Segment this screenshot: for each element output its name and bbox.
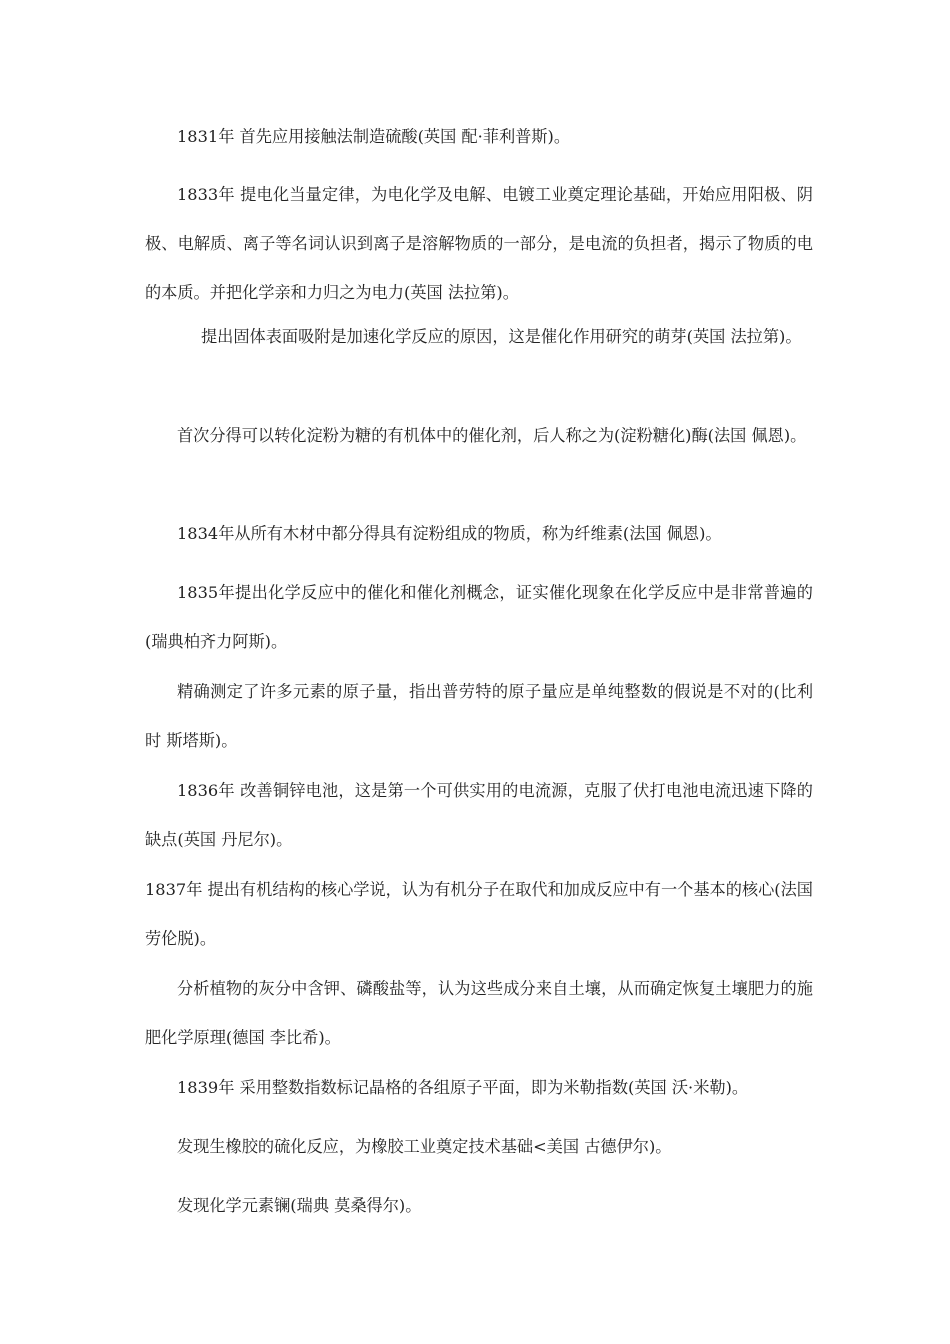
paragraph-1837: 1837年 提出有机结构的核心学说，认为有机分子在取代和加成反应中有一个基本的核心(法国劳伦脱)。 [145, 880, 813, 948]
paragraph-fertilizer: 分析植物的灰分中含钾、磷酸盐等，认为这些成分来自土壤，从而确定恢复土壤肥力的施肥化学原理(德国 李比希)。 [145, 979, 813, 1047]
paragraph-amylase: 首次分得可以转化淀粉为糖的有机体中的催化剂，后人称之为(淀粉糖化)酶(法国 佩恩)。 [177, 426, 807, 445]
paragraph-vulcanization: 发现生橡胶的硫化反应，为橡胶工业奠定技术基础<美国 古德伊尔)。 [177, 1137, 672, 1156]
paragraph-adsorption: 提出固体表面吸附是加速化学反应的原因，这是催化作用研究的萌芽(英国 法拉第)。 [201, 327, 802, 346]
paragraph-1836: 1836年 改善铜锌电池，这是第一个可供实用的电流源，克服了伏打电池电流迅速下降的缺点(英国 丹尼尔)。 [145, 781, 813, 849]
paragraph-1831: 1831年 首先应用接触法制造硫酸(英国 配·菲利普斯)。 [177, 127, 571, 146]
paragraph-1835: 1835年提出化学反应中的催化和催化剂概念，证实催化现象在化学反应中是非常普遍的(瑞典柏齐力阿斯)。 [145, 583, 813, 651]
paragraph-1839: 1839年 采用整数指数标记晶格的各组原子平面，即为米勒指数(英国 沃·米勒)。 [177, 1078, 749, 1097]
paragraph-1833: 1833年 提电化当量定律，为电化学及电解、电镀工业奠定理论基础，开始应用阳极、阴极、电解质、离子等名词认识到离子是溶解物质的一部分，是电流的负担者，揭示了物质的电的本质。并把化学亲和力归之为电力(英国 法拉第)。 [145, 185, 813, 302]
paragraph-lanthanum: 发现化学元素镧(瑞典 莫桑得尔)。 [177, 1196, 422, 1215]
paragraph-atomic-weight: 精确测定了许多元素的原子量，指出普劳特的原子量应是单纯整数的假说是不对的(比利时 斯塔斯)。 [145, 682, 813, 750]
paragraph-1834: 1834年从所有木材中都分得具有淀粉组成的物质，称为纤维素(法国 佩恩)。 [177, 524, 722, 543]
